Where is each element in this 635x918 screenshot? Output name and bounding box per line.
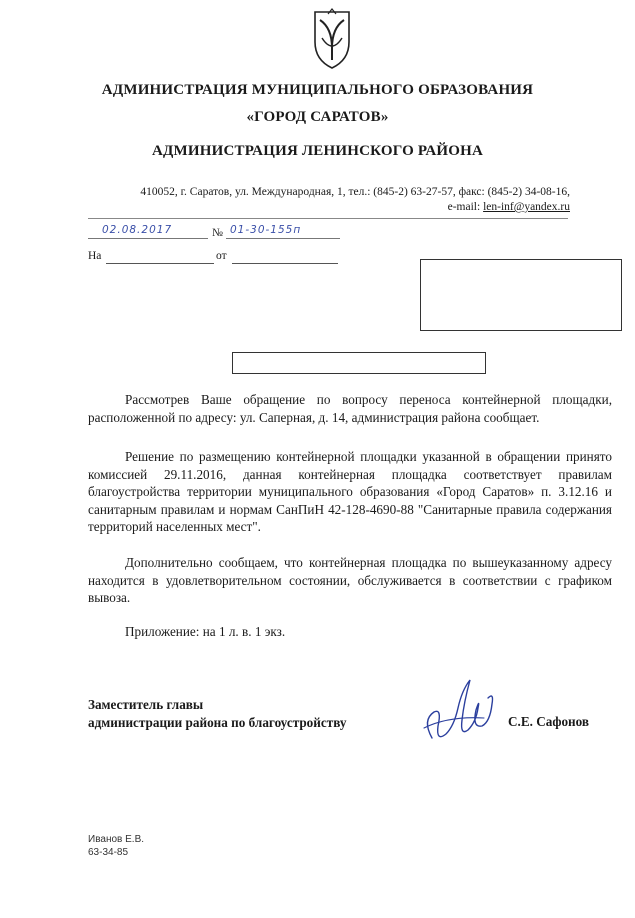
org-title-line1: АДМИНИСТРАЦИЯ МУНИЦИПАЛЬНОГО ОБРАЗОВАНИЯ xyxy=(101,82,534,98)
body-paragraph-2: Решение по размещению контейнерной площадки указанной в обращении принято комиссией 29.11.2016, данная контейнерная площадка соответствует правилам благоустройства территории муниципального образования «Город Саратов» п. 3.12.16 и санитарным правилам и нормам СанПиН 42-128-4690-88 "Санитарные правила содержания территорий населенных мест". xyxy=(88,449,612,534)
executor-name: Иванов Е.В. xyxy=(88,834,145,845)
header-divider xyxy=(88,218,568,219)
body-paragraph-1: Рассмотрев Ваше обращение по вопросу переноса контейнерной площадки, расположенной по адресу: ул. Саперная, д. 14, администрация района сообщает. xyxy=(88,392,612,425)
date-underline xyxy=(88,238,208,239)
ot-label: от xyxy=(216,250,227,262)
attachment-note: Приложение: на 1 л. в. 1 экз. xyxy=(125,624,286,639)
na-underline xyxy=(106,263,214,264)
signer-title-line1: Заместитель главы xyxy=(88,697,204,712)
recipient-address-box xyxy=(420,259,622,331)
outgoing-date: 02.08.2017 xyxy=(102,224,173,236)
number-underline xyxy=(226,238,340,239)
outgoing-number: 01-30-155п xyxy=(230,224,302,236)
number-label: № xyxy=(212,227,223,239)
body-paragraph-3: Дополнительно сообщаем, что контейнерная площадка по вышеуказанному адресу находится в удовлетворительном состоянии, обслуживается в соответствии с графиком вывоза. xyxy=(88,555,612,605)
executor-phone: 63-34-85 xyxy=(88,847,129,858)
email-link[interactable]: len-inf@yandex.ru xyxy=(483,201,570,213)
incoming-reference xyxy=(88,250,343,262)
email-label: e-mail: xyxy=(447,201,484,213)
signer-name: С.Е. Сафонов xyxy=(508,714,590,729)
ot-underline xyxy=(232,263,338,264)
saratov-coat-of-arms-icon xyxy=(310,8,354,70)
na-label: На xyxy=(88,250,102,262)
handwritten-signature xyxy=(418,668,500,758)
org-title-line3: АДМИНИСТРАЦИЯ ЛЕНИНСКОГО РАЙОНА xyxy=(151,143,484,159)
signer-title-line2: администрации района по благоустройству xyxy=(88,715,347,730)
outgoing-reference xyxy=(88,224,343,244)
contact-email-line xyxy=(0,200,570,215)
contact-address: 410052, г. Саратов, ул. Международная, 1, тел.: (845-2) 63-27-57, факс: (845-2) 34-08-16, xyxy=(140,186,570,198)
org-title-line2: «ГОРОД САРАТОВ» xyxy=(246,109,389,125)
recipient-name-box xyxy=(232,352,486,374)
